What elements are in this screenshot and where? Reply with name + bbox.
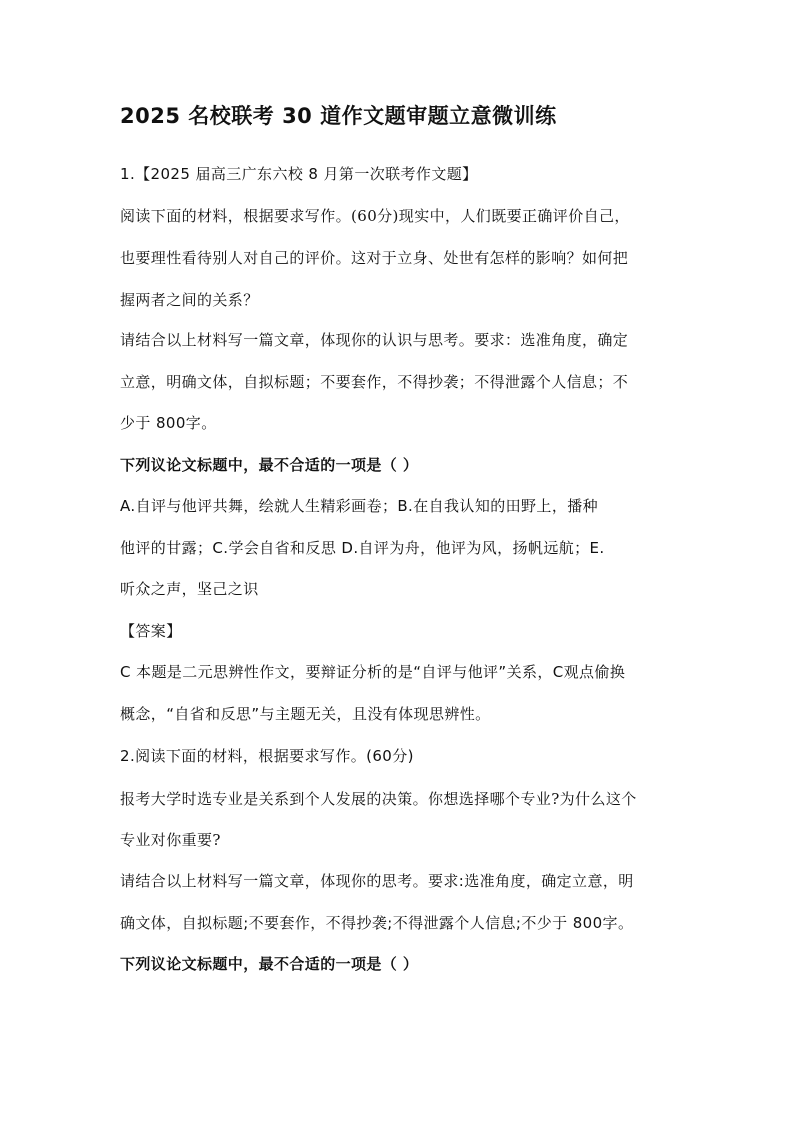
q1-requirement-line-3: 少于 800字。 [120,414,217,432]
q1-material-line-3: 握两者之间的关系？ [120,291,259,309]
q2-material-line-1: 报考大学时选专业是关系到个人发展的决策。你想选择哪个专业?为什么这个 [120,790,637,808]
q1-answer-label: 【答案】 [120,622,182,640]
q1-heading: 1.【2025 届高三广东六校 8 月第一次联考作文题】 [120,165,478,183]
q2-requirement-line-2: 确文体，自拟标题;不要套作，不得抄袭;不得泄露个人信息;不少于 800字。 [120,914,634,932]
q1-requirement-line-2: 立意，明确文体，自拟标题；不要套作，不得抄袭；不得泄露个人信息；不 [120,373,629,391]
q2-question: 下列议论文标题中，最不合适的一项是（ ） [120,955,419,973]
q1-options-line-1: A.自评与他评共舞，绘就人生精彩画卷；B.在自我认知的田野上，播种 [120,497,599,515]
q2-material-line-2: 专业对你重要? [120,831,221,849]
q1-options-line-3: 听众之声，坚己之识 [120,580,259,598]
q1-material-line-2: 也要理性看待别人对自己的评价。这对于立身、处世有怎样的影响？如何把 [120,249,629,267]
document-title: 2025 名校联考 30 道作文题审题立意微训练 [120,104,557,128]
q1-answer-line-2: 概念，“自省和反思”与主题无关，且没有体现思辨性。 [120,705,491,723]
q1-answer-line-1: C 本题是二元思辨性作文，要辩证分析的是“自评与他评”关系，C观点偷换 [120,663,626,681]
q1-requirement-line-1: 请结合以上材料写一篇文章，体现你的认识与思考。要求：选准角度，确定 [120,331,629,349]
q2-requirement-line-1: 请结合以上材料写一篇文章，体现你的思考。要求:选准角度，确定立意，明 [120,872,634,890]
q1-question: 下列议论文标题中，最不合适的一项是（ ） [120,456,419,474]
q1-options-line-2: 他评的甘露；C.学会自省和反思 D.自评为舟，他评为风，扬帆远航；E. [120,539,605,557]
q1-material-line-1: 阅读下面的材料，根据要求写作。(60分)现实中，人们既要正确评价自己， [120,207,630,225]
q2-heading: 2.阅读下面的材料，根据要求写作。(60分) [120,747,414,765]
